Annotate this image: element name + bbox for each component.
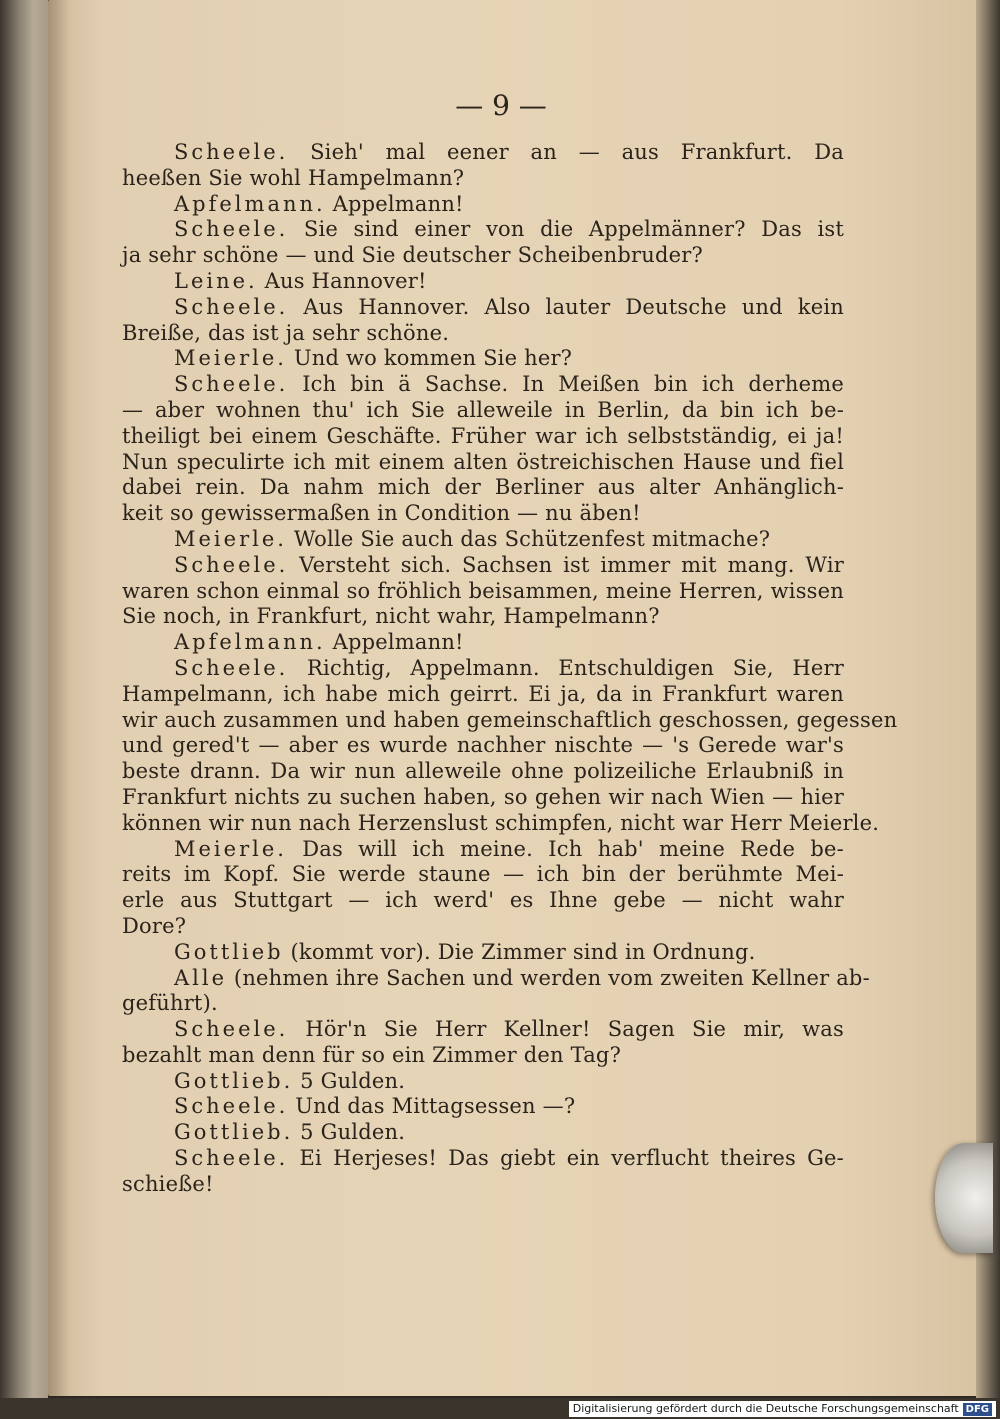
line-text: ja sehr schöne — und Sie deutscher Scheibenbruder?	[122, 243, 703, 268]
text-line	[122, 940, 844, 966]
text-line	[122, 682, 844, 708]
text-line	[122, 1017, 844, 1043]
line-text: Frankfurt nichts zu suchen haben, so gehen wir nach Wien — hier	[122, 784, 844, 809]
book-spine	[0, 0, 48, 1398]
text-line	[122, 604, 844, 630]
speaker-name: Meierle.	[174, 526, 287, 551]
line-text: 5 Gulden.	[300, 1120, 406, 1145]
line-text: erle aus Stuttgart — ich werd' es Ihne gebe — nicht wahr	[122, 888, 844, 913]
line-text: Sieh' mal eener an — aus Frankfurt. Da	[310, 140, 844, 164]
line-text: Aus Hannover!	[264, 268, 427, 293]
line-text: (kommt vor). Die Zimmer sind in Ordnung.	[290, 939, 756, 964]
page-clip	[935, 1143, 993, 1253]
dfg-logo: DFG	[963, 1403, 992, 1416]
speaker-name: Scheele.	[174, 217, 289, 242]
speaker-name: Apfelmann.	[174, 191, 326, 216]
text-line	[122, 450, 844, 476]
speaker-name: Meierle.	[174, 836, 287, 861]
digitization-footer	[569, 1401, 996, 1417]
line-text: Appelmann!	[332, 191, 464, 216]
speaker-name: Scheele.	[174, 655, 289, 680]
text-line	[122, 965, 870, 992]
text-line	[122, 1069, 844, 1095]
line-text: Versteht sich. Sachsen ist immer mit mang. Wir	[299, 552, 844, 577]
text-line	[122, 1120, 844, 1146]
gutter-shadow	[48, 0, 70, 1396]
text-line	[122, 321, 844, 347]
line-text: Nun speculirte ich mit einem alten östreichischen Hause und fiel	[122, 449, 844, 474]
speaker-name: Scheele.	[174, 552, 289, 577]
text-line	[122, 1043, 844, 1069]
line-text: schieße!	[122, 1171, 214, 1196]
speaker-name: Meierle.	[174, 346, 287, 371]
line-text: Ich bin ä Sachse. In Meißen bin ich derheme	[302, 372, 844, 397]
speaker-name: Scheele.	[174, 294, 289, 319]
line-text: geführt).	[122, 991, 218, 1016]
speaker-name: Scheele.	[174, 1017, 289, 1042]
speaker-name: Scheele.	[174, 140, 289, 164]
speaker-name: Leine.	[174, 268, 258, 293]
speaker-name: Gottlieb.	[174, 1068, 294, 1093]
line-text: keit so gewissermaßen in Condition — nu äben!	[122, 501, 641, 526]
text-line	[122, 346, 844, 372]
line-text: Sie noch, in Frankfurt, nicht wahr, Hampelmann?	[122, 604, 660, 629]
speaker-name: Alle	[174, 965, 228, 990]
text-line	[122, 1146, 844, 1172]
text-line	[122, 295, 844, 321]
line-text: Breiße, das ist ja sehr schöne.	[122, 320, 450, 345]
line-text: bezahlt man denn für so ein Zimmer den Tag?	[122, 1042, 622, 1067]
text-line	[122, 810, 880, 837]
text-line	[122, 707, 898, 734]
line-text: dabei rein. Da nahm mich der Berliner aus alter Anhänglich-	[122, 475, 844, 500]
page-text	[122, 88, 898, 1198]
speaker-name: Scheele.	[174, 1094, 289, 1119]
text-line	[122, 140, 844, 166]
line-text: Dore?	[122, 913, 187, 938]
text-line	[122, 372, 844, 398]
line-text: waren schon einmal so fröhlich beisammen, meine Herren, wissen	[122, 578, 844, 603]
line-text: wir auch zusammen und haben gemeinschaftlich geschossen, gegessen	[122, 707, 898, 732]
line-text: Das will ich meine. Ich hab' meine Rede be-	[302, 836, 844, 861]
line-text: Sie sind einer von die Appelmänner? Das ist	[303, 217, 844, 242]
line-text: reits im Kopf. Sie werde staune — ich bin der berühmte Mei-	[122, 862, 844, 887]
text-line	[122, 1172, 844, 1198]
text-line	[122, 733, 844, 759]
text-line	[122, 501, 844, 527]
text-line	[122, 991, 844, 1017]
speaker-name: Scheele.	[174, 372, 289, 397]
text-line	[122, 527, 844, 553]
line-text: Hör'n Sie Herr Kellner! Sagen Sie mir, was	[305, 1017, 844, 1042]
line-text: theiligt bei einem Geschäfte. Früher war ich selbstständig, ei ja!	[122, 423, 844, 448]
text-line	[122, 192, 844, 218]
text-line	[122, 785, 844, 811]
speaker-name: Gottlieb.	[174, 1120, 294, 1145]
text-line	[122, 888, 844, 914]
text-line	[122, 579, 844, 605]
text-line	[122, 269, 844, 295]
line-text: (nehmen ihre Sachen und werden vom zweiten Kellner ab-	[233, 965, 870, 990]
text-line	[122, 914, 844, 940]
text-line	[122, 398, 844, 424]
text-line	[122, 862, 844, 888]
text-line	[122, 424, 844, 450]
text-line	[122, 656, 844, 682]
text-line	[122, 243, 844, 269]
line-text: Wolle Sie auch das Schützenfest mitmache?	[293, 526, 771, 551]
text-line	[122, 837, 844, 863]
text-line	[122, 217, 844, 243]
text-line	[122, 759, 844, 785]
speaker-name: Gottlieb	[174, 939, 284, 964]
speaker-name: Apfelmann.	[174, 630, 326, 655]
text-line	[122, 630, 844, 656]
line-text: Appelmann!	[332, 630, 464, 655]
line-text: Hampelmann, ich habe mich geirrt. Ei ja, da in Frankfurt waren	[122, 681, 844, 706]
line-text: 5 Gulden.	[300, 1068, 406, 1093]
line-text: können wir nun nach Herzenslust schimpfen, nicht war Herr Meierle.	[122, 810, 880, 835]
line-text: Richtig, Appelmann. Entschuldigen Sie, Herr	[307, 655, 844, 680]
text-line	[122, 166, 844, 192]
text-lines	[122, 140, 898, 1198]
line-text: Und das Mittagsessen —?	[295, 1094, 576, 1119]
line-text: Und wo kommen Sie her?	[293, 346, 573, 371]
line-text: Ei Herjeses! Das giebt ein verflucht theires Ge-	[299, 1146, 844, 1171]
line-text: beste drann. Da wir nun alleweile ohne polizeiliche Erlaubniß in	[122, 759, 844, 784]
line-text: heeßen Sie wohl Hampelmann?	[122, 165, 465, 190]
line-text: und gered't — aber es wurde nachher nischte — 's Gerede war's	[122, 733, 844, 758]
page-number: — 9 —	[455, 89, 547, 122]
text-line	[122, 1094, 844, 1120]
line-text: — aber wohnen thu' ich Sie alleweile in Berlin, da bin ich be-	[122, 397, 844, 422]
text-line	[122, 475, 844, 501]
speaker-name: Scheele.	[174, 1146, 289, 1171]
line-text: Aus Hannover. Also lauter Deutsche und kein	[303, 294, 844, 319]
text-line	[122, 553, 844, 579]
footer-text: Digitalisierung gefördert durch die Deutsche Forschungsgemeinschaft	[572, 1402, 959, 1415]
